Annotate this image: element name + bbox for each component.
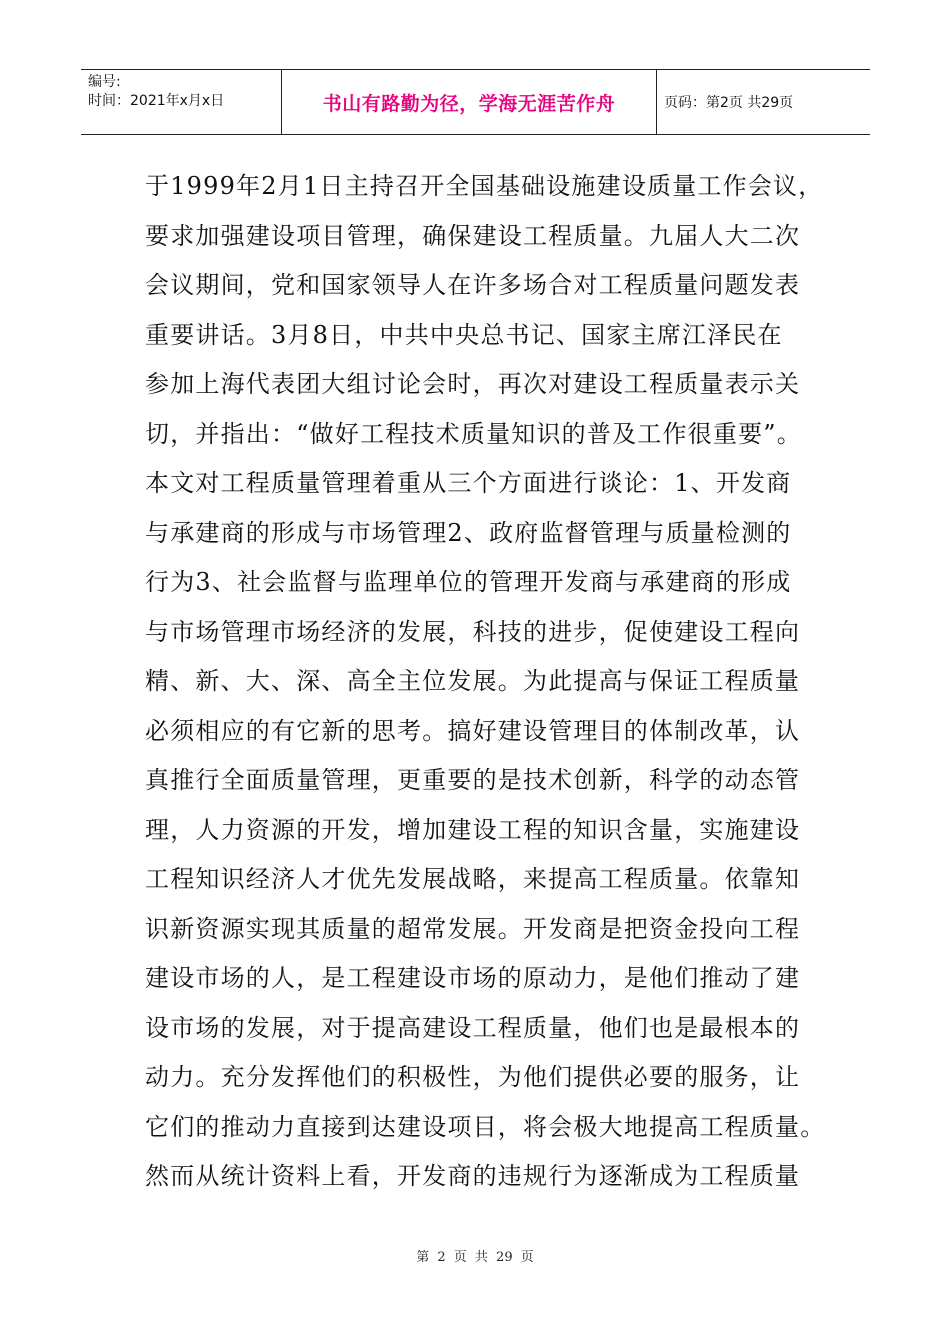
text-line: 建设市场的人，是工程建设市场的原动力，是他们推动了建	[145, 964, 801, 992]
text-line: 与承建商的形成与市场管理2、政府监督管理与质量检测的	[145, 518, 792, 547]
text-line: 识新资源实现其质量的超常发展。开发商是把资金投向工程	[145, 914, 801, 943]
text-line: 然而从统计资料上看，开发商的违规行为逐渐成为工程质量	[145, 1162, 801, 1190]
header-meta	[81, 70, 281, 134]
text-line: 参加上海代表团大组讨论会时，再次对建设工程质量表示关	[145, 370, 801, 398]
text-line: 设市场的发展，对于提高建设工程质量，他们也是最根本的	[145, 1013, 801, 1042]
page-footer: 第 2 页 共 29 页	[416, 1250, 534, 1265]
header-page-info: 页码：第2页 共29页	[664, 95, 794, 111]
text-line: 会议期间，党和国家领导人在许多场合对工程质量问题发表	[145, 271, 801, 299]
text-line: 于1999年2月1日主持召开全国基础设施建设质量工作会议，	[145, 172, 824, 200]
page-header	[81, 69, 870, 135]
doc-number-label: 编号:	[88, 74, 121, 90]
text-line: 动力。充分发挥他们的积极性，为他们提供必要的服务，让	[145, 1063, 801, 1091]
text-line: 真推行全面质量管理，更重要的是技术创新，科学的动态管	[145, 766, 801, 794]
time-label: 时间：2021年x月x日	[88, 93, 225, 109]
text-line: 工程知识经济人才优先发展战略，来提高工程质量。依靠知	[145, 865, 801, 893]
text-line: 与市场管理市场经济的发展，科技的进步，促使建设工程向	[145, 617, 801, 646]
text-line: 它们的推动力直接到达建设项目，将会极大地提高工程质量。	[145, 1112, 826, 1141]
text-line: 本文对工程质量管理着重从三个方面进行谈论：1、开发商	[145, 469, 792, 497]
text-line: 必须相应的有它新的思考。搞好建设管理目的体制改革，认	[145, 716, 801, 745]
text-line: 要求加强建设项目管理，确保建设工程质量。九届人大二次	[145, 221, 801, 250]
text-line: 切，并指出：“做好工程技术质量知识的普及工作很重要”。	[145, 419, 802, 448]
body-paragraph	[145, 162, 826, 1202]
text-line: 理，人力资源的开发，增加建设工程的知识含量，实施建设	[145, 815, 801, 844]
text-line: 重要讲话。3月8日，中共中央总书记、国家主席江泽民在	[145, 320, 783, 349]
text-line: 精、新、大、深、高全主位发展。为此提高与保证工程质量	[145, 667, 801, 695]
header-motto: 书山有路勤为径，学海无涯苦作舟	[281, 70, 657, 134]
text-line: 行为3、社会监督与监理单位的管理开发商与承建商的形成	[145, 568, 792, 596]
